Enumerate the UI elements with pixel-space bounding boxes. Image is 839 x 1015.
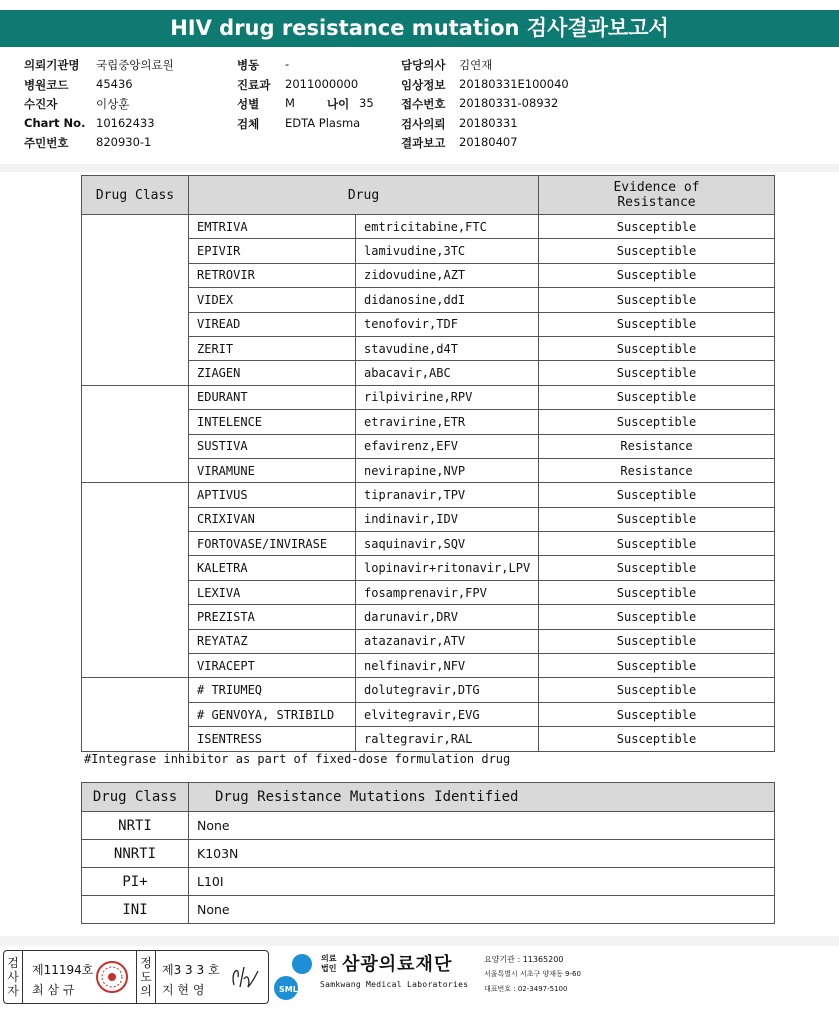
mutation-class: NNRTI	[82, 840, 189, 868]
evidence-cell: Susceptible	[539, 678, 775, 702]
drug-brand-cell: # TRIUMEQ	[189, 678, 356, 702]
report-title: HIV drug resistance mutation 검사결과보고서	[0, 10, 839, 47]
value-request-date: 20180331	[459, 115, 518, 130]
evidence-cell: Susceptible	[539, 215, 775, 239]
evidence-cell: Susceptible	[539, 336, 775, 360]
sml-logo-icon	[272, 950, 320, 1002]
evidence-cell: Susceptible	[539, 483, 775, 507]
evidence-cell: Susceptible	[539, 556, 775, 580]
mutation-value: None	[189, 812, 775, 840]
evidence-cell: Susceptible	[539, 727, 775, 751]
header-evidence-line1: Evidence of	[613, 180, 700, 195]
value-hospital-code: 45436	[96, 76, 133, 91]
evidence-cell: Susceptible	[539, 312, 775, 336]
drug-generic-cell: stavudine,d4T	[356, 336, 539, 360]
drug-brand-cell: KALETRA	[189, 556, 356, 580]
examiner-label-char: 자	[7, 984, 19, 998]
drug-generic-cell: nelfinavir,NFV	[356, 654, 539, 678]
handwritten-signature-icon	[226, 959, 262, 995]
mutation-header-mutations: Drug Resistance Mutations Identified	[189, 783, 775, 812]
value-institution: 국립중앙의료원	[96, 58, 174, 72]
drug-brand-cell: APTIVUS	[189, 483, 356, 507]
evidence-cell: Susceptible	[539, 532, 775, 556]
value-doctor: 김연재	[459, 58, 493, 72]
evidence-cell: Susceptible	[539, 239, 775, 263]
drug-generic-cell: didanosine,ddI	[356, 288, 539, 312]
label-specimen: 검체	[237, 116, 260, 131]
lab-address: 서울특별시 서초구 양재동 9-60	[484, 970, 581, 978]
reviewer-label-char: 정	[140, 956, 152, 970]
drug-generic-cell: elvitegravir,EVG	[356, 702, 539, 726]
drug-brand-cell: ZERIT	[189, 336, 356, 360]
label-resident-no: 주민번호	[24, 136, 69, 150]
evidence-cell: Susceptible	[539, 385, 775, 409]
mutation-value: None	[189, 896, 775, 924]
examiner-label-char: 사	[7, 970, 19, 984]
drug-generic-cell: abacavir,ABC	[356, 361, 539, 385]
drug-brand-cell: FORTOVASE/INVIRASE	[189, 532, 356, 556]
evidence-cell: Resistance	[539, 434, 775, 458]
label-institution: 의뢰기관명	[24, 58, 80, 72]
table-row	[82, 840, 775, 868]
evidence-cell: Susceptible	[539, 580, 775, 604]
table-row	[82, 483, 775, 507]
header-drug-class: Drug Class	[82, 176, 189, 215]
drug-generic-cell: dolutegravir,DTG	[356, 678, 539, 702]
evidence-cell: Resistance	[539, 458, 775, 482]
value-report-date: 20180407	[459, 135, 518, 149]
drug-generic-cell: fosamprenavir,FPV	[356, 580, 539, 604]
value-clinical-info: 20180331E100040	[459, 76, 569, 91]
reviewer-number: 제3 3 3 호	[162, 963, 220, 977]
label-doctor: 담당의사	[401, 58, 446, 72]
footnote: #Integrase inhibitor as part of fixed-dose formulation drug	[84, 752, 511, 766]
reviewer-label-char: 도	[140, 970, 152, 984]
drug-brand-cell: VIRAMUNE	[189, 458, 356, 482]
table-row	[82, 812, 775, 840]
header-evidence-line2: Resistance	[617, 195, 696, 210]
table-row	[82, 896, 775, 924]
drug-class-cell	[82, 678, 189, 751]
drug-brand-cell: PREZISTA	[189, 605, 356, 629]
care-code: 요양기관 : 11365200	[484, 955, 564, 964]
patient-info-header	[0, 47, 839, 165]
label-age: 나이	[327, 97, 350, 111]
drug-table-body	[82, 215, 775, 752]
drug-brand-cell: EDURANT	[189, 385, 356, 409]
header-evidence	[539, 176, 775, 215]
sml-logo-text: SML	[279, 985, 298, 994]
drug-brand-cell: VIREAD	[189, 312, 356, 336]
drug-generic-cell: nevirapine,NVP	[356, 458, 539, 482]
mutation-class: PI+	[82, 868, 189, 896]
drug-class-cell	[82, 483, 189, 678]
mutation-class: NRTI	[82, 812, 189, 840]
drug-brand-cell: RETROVIR	[189, 263, 356, 287]
seal-stamp-icon	[94, 959, 130, 995]
drug-generic-cell: etravirine,ETR	[356, 410, 539, 434]
section-divider	[0, 164, 839, 172]
evidence-cell: Susceptible	[539, 507, 775, 531]
drug-generic-cell: tipranavir,TPV	[356, 483, 539, 507]
label-ward: 병동	[237, 58, 260, 72]
label-receipt-no: 접수번호	[401, 97, 446, 111]
examiner-name: 최 삼 규	[32, 983, 75, 997]
drug-brand-cell: INTELENCE	[189, 410, 356, 434]
examiner-label-char: 검	[7, 956, 19, 970]
examiner-number: 제11194호	[32, 963, 94, 977]
label-hospital-code: 병원코드	[24, 77, 69, 92]
drug-brand-cell: ZIAGEN	[189, 361, 356, 385]
drug-brand-cell: CRIXIVAN	[189, 507, 356, 531]
value-department: 2011000000	[285, 76, 359, 91]
drug-brand-cell: LEXIVA	[189, 580, 356, 604]
evidence-cell: Susceptible	[539, 702, 775, 726]
signature-box	[3, 950, 269, 1004]
corp-label-line1: 의료	[321, 954, 337, 963]
value-specimen: EDTA Plasma	[285, 115, 361, 130]
evidence-cell: Susceptible	[539, 263, 775, 287]
label-sex: 성별	[237, 97, 260, 111]
footer-divider	[0, 936, 839, 946]
mutation-header-class: Drug Class	[82, 783, 189, 812]
drug-generic-cell: atazanavir,ATV	[356, 629, 539, 653]
value-age: 35	[359, 96, 374, 110]
drug-generic-cell: efavirenz,EFV	[356, 434, 539, 458]
drug-brand-cell: # GENVOYA, STRIBILD	[189, 702, 356, 726]
drug-generic-cell: lopinavir+ritonavir,LPV	[356, 556, 539, 580]
drug-generic-cell: saquinavir,SQV	[356, 532, 539, 556]
drug-class-cell	[82, 215, 189, 386]
drug-brand-cell: VIDEX	[189, 288, 356, 312]
label-chart-no: Chart No.	[24, 115, 86, 130]
label-clinical-info: 임상정보	[401, 77, 446, 92]
mutation-value: K103N	[189, 840, 775, 868]
drug-generic-cell: tenofovir,TDF	[356, 312, 539, 336]
value-receipt-no: 20180331-08932	[459, 96, 559, 110]
corp-label-line2: 법인	[321, 964, 337, 973]
value-patient: 이상훈	[96, 97, 130, 111]
table-row	[82, 678, 775, 702]
label-request-date: 검사의뢰	[401, 116, 446, 131]
label-patient: 수진자	[24, 97, 58, 111]
corp-label	[321, 954, 336, 974]
drug-brand-cell: VIRACEPT	[189, 654, 356, 678]
drug-generic-cell: darunavir,DRV	[356, 605, 539, 629]
header-drug: Drug	[189, 176, 539, 215]
value-resident-no: 820930-1	[96, 135, 152, 149]
table-row	[82, 868, 775, 896]
examiner-label	[4, 951, 23, 1003]
evidence-cell: Susceptible	[539, 361, 775, 385]
drug-generic-cell: lamivudine,3TC	[356, 239, 539, 263]
table-row	[82, 215, 775, 239]
value-sex: M	[285, 96, 295, 110]
lab-name: 삼광의료재단	[342, 954, 453, 975]
drug-generic-cell: raltegravir,RAL	[356, 727, 539, 751]
drug-brand-cell: REYATAZ	[189, 629, 356, 653]
reviewer-name: 지 현 영	[162, 983, 205, 997]
drug-generic-cell: zidovudine,AZT	[356, 263, 539, 287]
reviewer-label	[136, 951, 156, 1003]
drug-generic-cell: emtricitabine,FTC	[356, 215, 539, 239]
evidence-cell: Susceptible	[539, 629, 775, 653]
evidence-cell: Susceptible	[539, 288, 775, 312]
table-row	[82, 385, 775, 409]
info-column-1	[24, 57, 174, 155]
evidence-cell: Susceptible	[539, 410, 775, 434]
drug-brand-cell: EPIVIR	[189, 239, 356, 263]
mutation-class: INI	[82, 896, 189, 924]
evidence-cell: Susceptible	[539, 654, 775, 678]
info-column-2	[237, 57, 374, 135]
mutation-table	[81, 782, 775, 924]
drug-class-cell	[82, 385, 189, 483]
reviewer-label-char: 의	[140, 984, 152, 998]
evidence-cell: Susceptible	[539, 605, 775, 629]
value-chart-no: 10162433	[96, 115, 155, 130]
mutation-value: L10I	[189, 868, 775, 896]
drug-brand-cell: SUSTIVA	[189, 434, 356, 458]
label-report-date: 결과보고	[401, 136, 446, 150]
drug-brand-cell: ISENTRESS	[189, 727, 356, 751]
lab-phone: 대표번호 : 02-3497-5100	[484, 985, 568, 993]
lab-branding	[272, 948, 592, 1006]
lab-name-en: Samkwang Medical Laboratories	[320, 980, 469, 989]
info-column-3	[401, 57, 569, 155]
drug-resistance-table	[81, 175, 775, 752]
drug-generic-cell: rilpivirine,RPV	[356, 385, 539, 409]
label-department: 진료과	[237, 77, 271, 92]
drug-generic-cell: indinavir,IDV	[356, 507, 539, 531]
drug-brand-cell: EMTRIVA	[189, 215, 356, 239]
value-ward: -	[285, 57, 290, 71]
